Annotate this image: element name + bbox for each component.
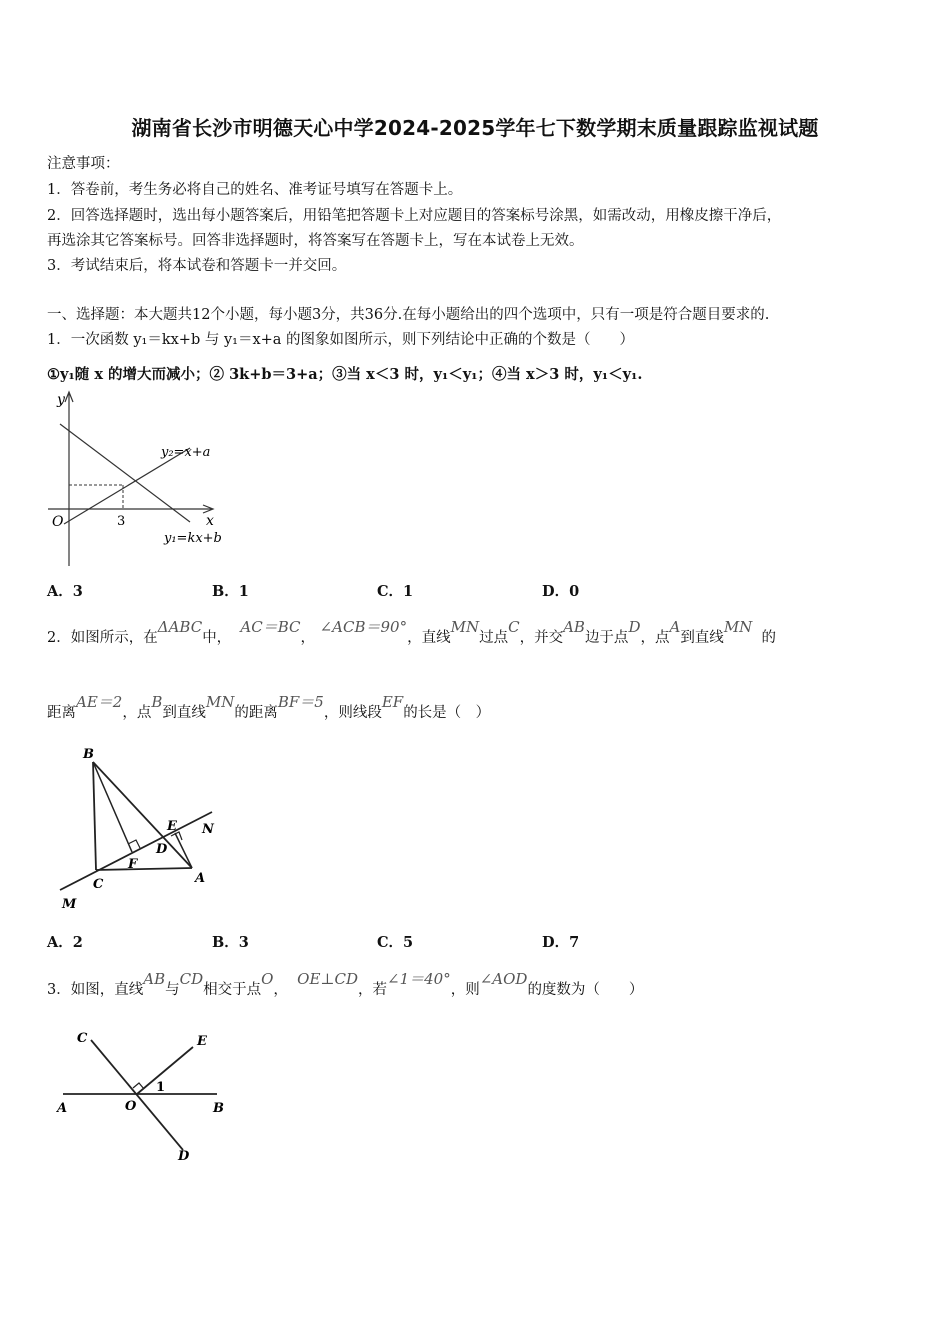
q2-text: 距离 — [47, 705, 76, 721]
q2-option-b[interactable]: B．3 — [212, 934, 249, 951]
q1-axis-x-label: x — [206, 513, 214, 529]
q2-text: 到直线 — [162, 705, 206, 721]
q3-label-1: 1 — [156, 1080, 166, 1095]
q2-math: B — [151, 693, 163, 711]
section-heading: 一、选择题：本大题共12个小题，每小题3分，共36分.在每小题给出的四个选项中，只有一项是符合题目要求的. — [47, 307, 770, 323]
q2-text: 边于点 — [584, 630, 629, 646]
q1-graph-figure — [40, 388, 240, 568]
q2-text: ， — [300, 630, 315, 646]
q2-math: D — [628, 618, 641, 636]
q2-stem-line1 — [47, 618, 777, 647]
q2-label-m: M — [62, 897, 77, 912]
page-title: 湖南省长沙市明德天心中学2024-2025学年七下数学期末质量跟踪监视试题 — [131, 116, 819, 140]
q3-math: O — [261, 970, 274, 988]
q2-stem-line2 — [47, 693, 491, 722]
q3-math: CD — [179, 970, 204, 988]
q2-math: AE＝2 — [76, 693, 123, 711]
q2-math: BF＝5 — [277, 693, 324, 711]
q2-label-a: A — [195, 871, 206, 886]
notice-item: 1．答卷前，考生务必将自己的姓名、准考证号填写在答题卡上。 — [47, 182, 463, 198]
q2-text: 的距离 — [234, 705, 278, 721]
q2-text: 到直线 — [680, 630, 724, 646]
q2-text: ，则线段 — [323, 705, 382, 721]
q2-math: MN — [450, 618, 480, 636]
q3-text: 3．如图，直线 — [47, 982, 144, 998]
q3-text: 相交于点 — [203, 982, 262, 998]
q2-label-d: D — [156, 842, 168, 857]
q2-option-d[interactable]: D．7 — [542, 934, 580, 951]
q1-option-b[interactable]: B．1 — [212, 583, 249, 600]
q2-label-c: C — [93, 877, 104, 892]
q3-label-e: E — [197, 1034, 207, 1049]
q2-triangle-figure — [50, 740, 230, 915]
q3-math: ∠1＝40° — [387, 970, 451, 988]
q1-option-a[interactable]: A．3 — [47, 583, 83, 600]
q1-origin-label: O — [52, 514, 64, 530]
q3-lines-figure — [45, 1022, 245, 1172]
q2-math: MN — [723, 618, 753, 636]
q2-math: A — [669, 618, 681, 636]
q2-math: ∠ACB＝90° — [319, 618, 408, 636]
q3-label-o: O — [125, 1099, 137, 1114]
q2-text: 2．如图所示，在 — [47, 630, 158, 646]
notice-item: 再选涂其它答案标号。回答非选择题时，将答案写在答题卡上，写在本试卷上无效。 — [47, 233, 584, 249]
q3-label-a: A — [57, 1101, 68, 1116]
q2-text: 过点 — [479, 630, 509, 646]
q2-math: AB — [563, 618, 585, 636]
q2-math: EF — [381, 693, 404, 711]
q2-text: 中， — [202, 630, 232, 646]
q3-text: ，则 — [450, 982, 480, 998]
q2-option-a[interactable]: A．2 — [47, 934, 83, 951]
q2-label-n: N — [202, 822, 214, 837]
q3-label-b: B — [213, 1101, 224, 1116]
q1-tick-label: 3 — [117, 514, 126, 529]
q2-label-b: B — [83, 747, 94, 762]
q3-text: ， — [273, 982, 288, 998]
q2-math: C — [508, 618, 520, 636]
notice-item: 2．回答选择题时，选出每小题答案后，用铅笔把答题卡上对应题目的答案标号涂黑，如需改动，用橡皮擦干净后， — [47, 208, 782, 224]
q2-math: ΔABC — [157, 618, 203, 636]
q2-math: AC＝BC — [240, 618, 301, 636]
q2-text: 的 — [761, 630, 777, 646]
q2-text: ，并交 — [519, 630, 564, 646]
q2-text: ，点 — [640, 630, 670, 646]
q1-line-y1-label: y₁=kx+b — [164, 531, 222, 546]
q1-axis-y-label: y — [57, 392, 65, 408]
q1-line-y2-label: y₂=x+a — [161, 445, 211, 460]
q1-stem: 1．一次函数 y₁＝kx+b 与 y₁＝x+a 的图象如图所示，则下列结论中正确的个数是（ ） — [47, 332, 635, 348]
q1-option-c[interactable]: C．1 — [377, 583, 414, 600]
q2-label-e: E — [167, 819, 177, 834]
q1-option-d[interactable]: D．0 — [542, 583, 580, 600]
q3-math: OE⊥CD — [297, 970, 358, 988]
q3-label-c: C — [77, 1031, 88, 1046]
q3-stem — [47, 970, 644, 999]
q3-label-d: D — [178, 1149, 190, 1164]
q3-text: 的度数为（ ） — [527, 982, 644, 998]
q1-conditions: ①y₁随 x 的增大而减小；② 3k+b＝3+a；③当 x＜3 时，y₁＜y₁；④当 x＞3 时，y₁＜y₁. — [47, 366, 643, 383]
q2-math: MN — [205, 693, 235, 711]
q3-text: ，若 — [358, 982, 387, 998]
q2-option-c[interactable]: C．5 — [377, 934, 414, 951]
q2-text: ，点 — [122, 705, 152, 721]
q2-text: 的长是（ ） — [403, 705, 491, 721]
q2-label-f: F — [128, 857, 138, 872]
q2-text: ，直线 — [407, 630, 451, 646]
q3-text: 与 — [165, 982, 180, 998]
notice-item: 3．考试结束后，将本试卷和答题卡一并交回。 — [47, 258, 347, 274]
notice-heading: 注意事项： — [47, 156, 120, 172]
q3-math: AB — [143, 970, 166, 988]
q3-math: ∠AOD — [479, 970, 528, 988]
